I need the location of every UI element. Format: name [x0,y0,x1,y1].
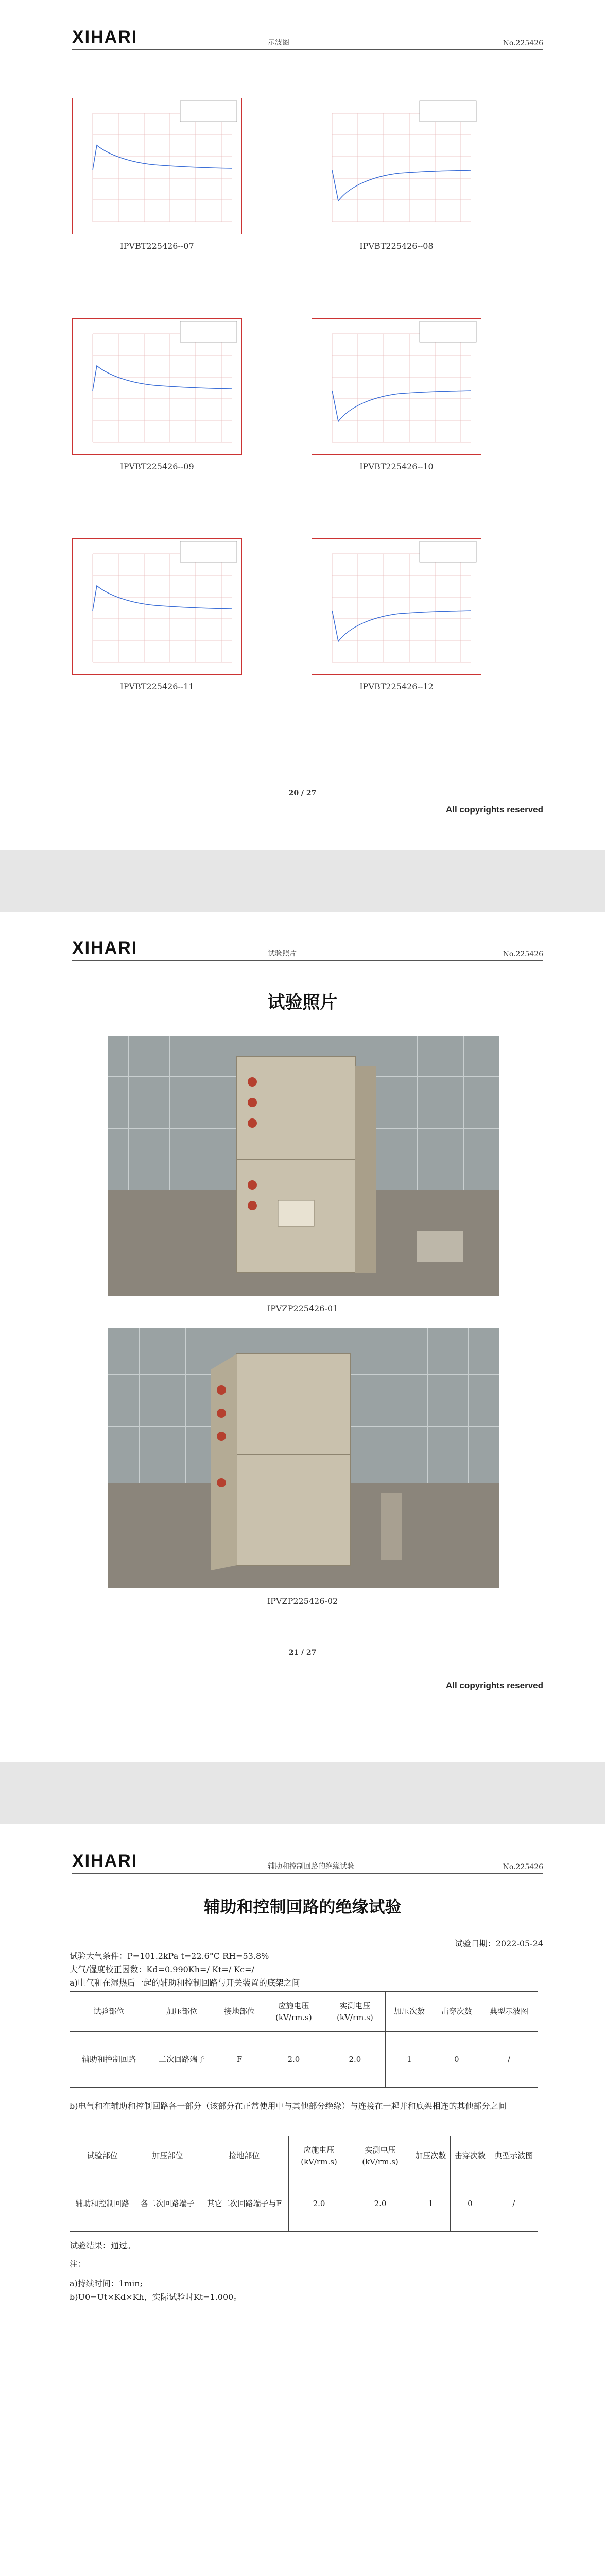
th-breakdowns: 击穿次数 [451,2136,490,2176]
page-header [72,938,543,961]
page-title: 辅助和控制回路的绝缘试验 [203,1897,402,1917]
test-result: 试验结果：通过。 [70,2241,136,2250]
report-page-21 [0,912,605,1762]
report-page-22 [0,1824,605,2576]
switchgear-photo-illustration [108,1036,499,1296]
oscillogram-plot [312,98,481,234]
switchgear-photo-illustration [108,1328,499,1588]
atmospheric-conditions: 试验大气条件：P=101.2kPa t=22.6°C RH=53.8% [70,1951,269,1961]
th-measured-voltage: 实测电压 (kV/rm.s) [324,1992,386,2032]
page-separator [0,1762,605,1824]
th-applications: 加压次数 [411,2136,451,2176]
copyright-notice: All copyrights reserved [446,805,543,815]
oscillogram-caption: IPVBT225426--07 [120,241,194,251]
cell: 1 [386,2032,433,2088]
section-label: 试验照片 [268,950,297,958]
oscillogram-plot [312,538,481,675]
decay-waveform-07 [72,98,242,234]
oscillogram-caption: IPVBT225426--10 [359,462,434,471]
th-measured-voltage: 实测电压 (kV/rm.s) [350,2136,411,2176]
oscillogram-caption: IPVBT225426--09 [120,462,194,471]
correction-factor: 大气/湿度校正因数：Kd=0.990Kh=/ Kt=/ Kc=/ [70,1964,254,1974]
th-grounded: 接地部位 [216,1992,263,2032]
cell: 2.0 [288,2176,350,2232]
page-separator [0,850,605,912]
th-oscillogram: 典型示波图 [480,1992,538,2032]
section-label: 辅助和控制回路的绝缘试验 [268,1862,354,1871]
insulation-table-a [70,1991,538,2088]
cell: 二次回路端子 [148,2032,216,2088]
th-voltage-applied: 加压部位 [148,1992,216,2032]
cell: 0 [433,2032,480,2088]
th-oscillogram: 典型示波图 [490,2136,538,2176]
oscillogram-plot [72,538,242,675]
cell: 2.0 [350,2176,411,2232]
cell: 2.0 [324,2032,386,2088]
decay-waveform-09 [72,318,242,455]
page-number: 20 / 27 [288,789,317,798]
th-rated-voltage: 应施电压 (kV/rm.s) [263,1992,324,2032]
section-a-heading: a)电气和在湿热后一起的辅助和控制回路与开关装置的底架之间 [70,1978,300,1988]
cell: 1 [411,2176,451,2232]
test-photo [108,1036,499,1296]
section-b-heading: b)电气和在辅助和控制回路各一部分（该部分在正常使用中与其他部分绝缘）与连接在一起并和底架相连的其他部分之间 [70,2101,507,2111]
test-photo [108,1328,499,1588]
recovery-waveform-10 [312,318,481,455]
cell: F [216,2032,263,2088]
cell: 各二次回路端子 [135,2176,200,2232]
oscillogram-plot [312,318,481,455]
section-label: 示波图 [268,39,289,47]
oscillogram-plot [72,98,242,234]
oscillogram-caption: IPVBT225426--11 [120,682,194,691]
page-header [72,27,543,50]
th-grounded: 接地部位 [200,2136,288,2176]
page-header [72,1851,543,1874]
report-number: No.225426 [503,950,543,958]
cell: 0 [451,2176,490,2232]
report-number: No.225426 [503,1863,543,1871]
cell: 2.0 [263,2032,324,2088]
report-page-20 [0,0,605,850]
photo-caption: IPVZP225426-01 [267,1303,338,1313]
recovery-waveform-08 [312,98,481,234]
th-rated-voltage: 应施电压 (kV/rm.s) [288,2136,350,2176]
th-applications: 加压次数 [386,1992,433,2032]
test-date: 试验日期：2022-05-24 [454,1939,543,1948]
th-test-location: 试验部位 [70,1992,148,2032]
oscillogram-plot [72,318,242,455]
th-breakdowns: 击穿次数 [433,1992,480,2032]
cell: 辅助和控制回路 [70,2032,148,2088]
page-number: 21 / 27 [288,1649,317,1657]
recovery-waveform-12 [312,538,481,675]
insulation-table-b [70,2136,538,2232]
copyright-notice: All copyrights reserved [446,1681,543,1690]
cell: / [490,2176,538,2232]
cell: 辅助和控制回路 [70,2176,135,2232]
cell: / [480,2032,538,2088]
cell: 其它二次回路端子与F [200,2176,288,2232]
company-logo: XIHARI [72,27,138,47]
decay-waveform-11 [72,538,242,675]
note-voltage-formula: b)U0=Ut×Kd×Kh，实际试验时Kt=1.000。 [70,2292,242,2302]
photo-caption: IPVZP225426-02 [267,1596,338,1606]
company-logo: XIHARI [72,938,138,958]
oscillogram-caption: IPVBT225426--08 [359,241,434,251]
note-duration: a)持续时间：1min; [70,2279,143,2289]
notes-label: 注： [70,2259,87,2269]
page-title: 试验照片 [267,992,338,1013]
report-number: No.225426 [503,39,543,47]
th-voltage-applied: 加压部位 [135,2136,200,2176]
th-test-location: 试验部位 [70,2136,135,2176]
company-logo: XIHARI [72,1851,138,1871]
oscillogram-caption: IPVBT225426--12 [359,682,434,691]
